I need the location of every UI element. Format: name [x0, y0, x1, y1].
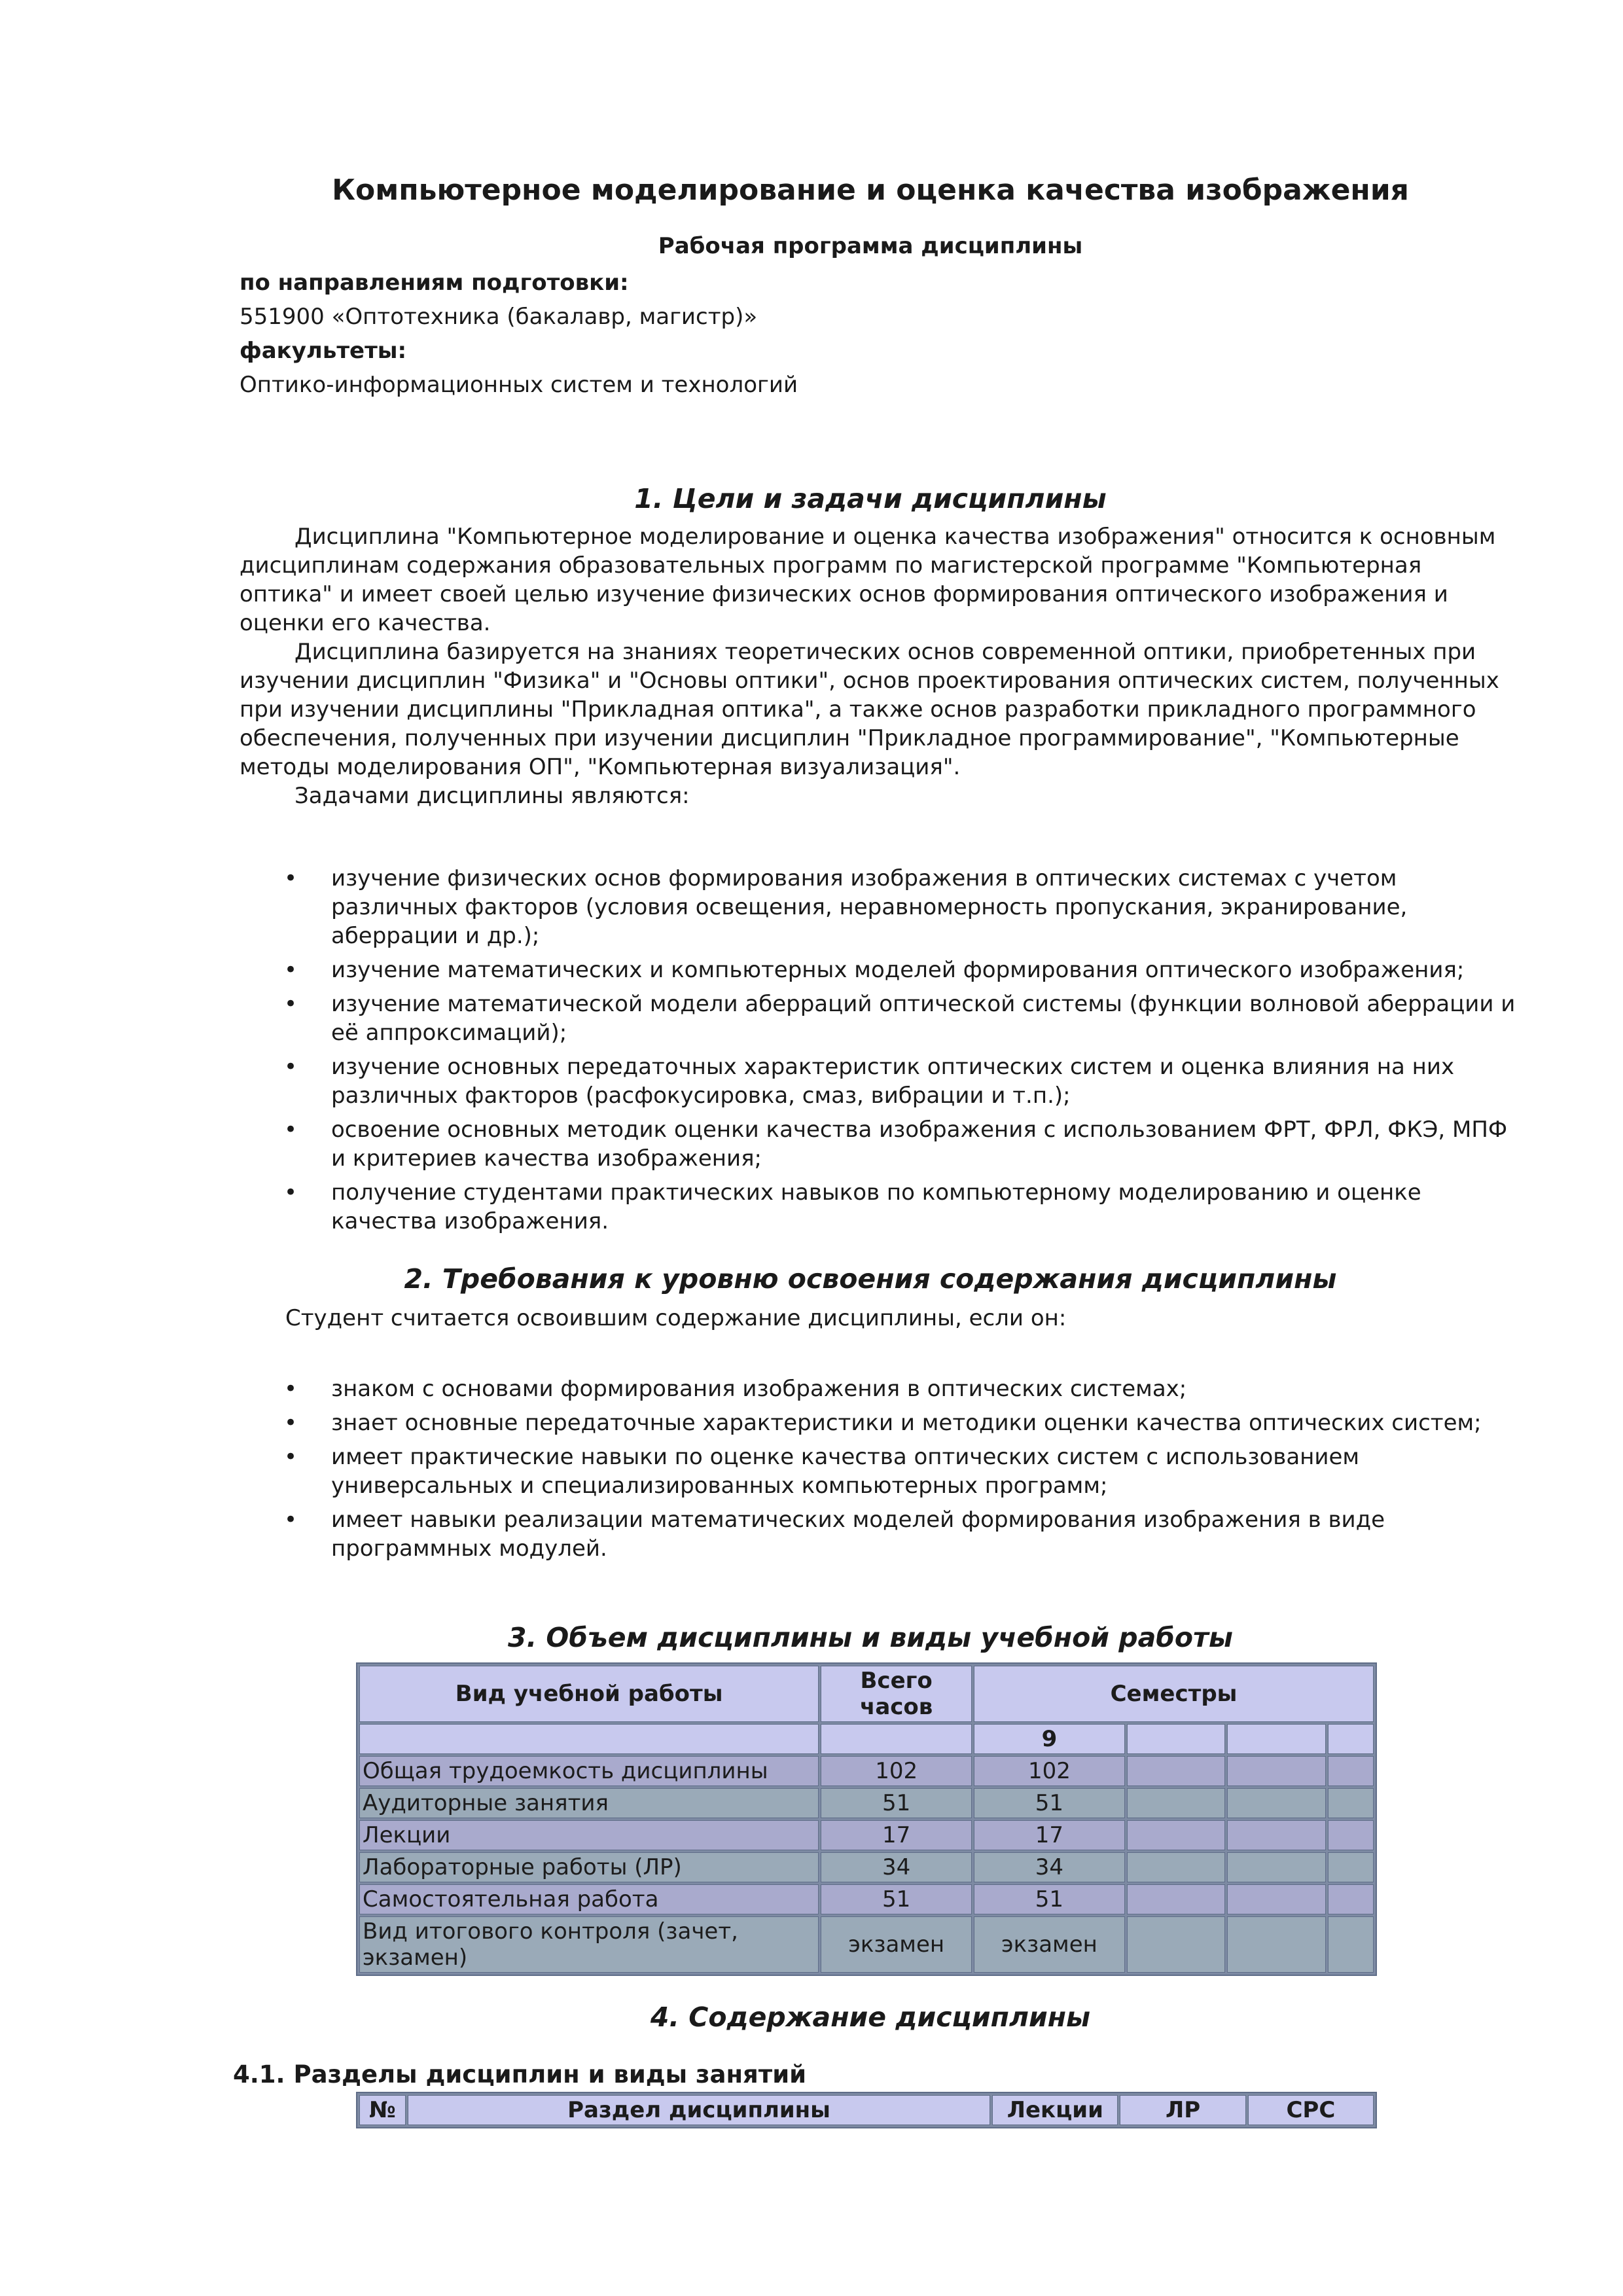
- section3-heading: 3. Объем дисциплины и виды учебной работы: [508, 1622, 1233, 1653]
- meta-block: [240, 266, 798, 402]
- column-header-num: №: [359, 2095, 406, 2125]
- section1-paragraph-1: Дисциплина "Компьютерное моделирование и оценка качества изображения" относится к основным дисциплинам содержания образовательных программ по магистерской программе "Компьютерная оптика" и имеет своей целью изучение физических основ формирования оптического изображения и оценки его качества.: [240, 524, 1496, 636]
- section1-text: [240, 522, 1516, 810]
- document-subtitle: Рабочая программа дисциплины: [658, 233, 1083, 259]
- bullet-icon: •: [284, 1507, 298, 1533]
- table-row: Общая трудоемкость дисциплины 102 102: [359, 1756, 1374, 1786]
- bullet-icon: •: [284, 1410, 298, 1436]
- section4-heading: 4. Содержание дисциплины: [650, 2001, 1091, 2033]
- table-row: Вид итогового контроля (зачет, экзамен) экзамен экзамен: [359, 1916, 1374, 1973]
- section1-heading: 1. Цели и задачи дисциплины: [634, 483, 1107, 514]
- list-item: • освоение основных методик оценки качества изображения с использованием ФРТ, ФРЛ, ФКЭ, МПФ и критериев качества изображения;: [284, 1117, 1508, 1172]
- section2-heading: 2. Требования к уровню освоения содержания дисциплины: [404, 1263, 1337, 1295]
- bullet-icon: •: [284, 991, 298, 1017]
- faculties-label: факультеты:: [240, 338, 407, 364]
- list-item: • изучение математической модели аберраций оптической системы (функции волновой аберрации и её аппроксимаций);: [284, 991, 1516, 1046]
- bullet-icon: •: [284, 1117, 298, 1143]
- table-row: Аудиторные занятия 51 51: [359, 1788, 1374, 1818]
- table-row: Лекции 17 17: [359, 1820, 1374, 1850]
- section2-intro: Студент считается освоившим содержание дисциплины, если он:: [285, 1305, 1067, 1331]
- table-row: Лабораторные работы (ЛР) 34 34: [359, 1852, 1374, 1882]
- table-subheader-row: [359, 1724, 1374, 1754]
- list-item: • изучение математических и компьютерных моделей формирования оптического изображения;: [284, 957, 1465, 983]
- bullet-icon: •: [284, 957, 298, 983]
- column-header-lab: ЛР: [1120, 2095, 1245, 2125]
- bullet-icon: •: [284, 1444, 298, 1470]
- column-header-total: Всего часов: [821, 1666, 972, 1722]
- list-item: • знаком с основами формирования изображения в оптических системах;: [284, 1376, 1187, 1402]
- direction-value: 551900 «Оптотехника (бакалавр, магистр)»: [240, 304, 758, 330]
- bullet-icon: •: [284, 1054, 298, 1080]
- bullet-icon: •: [284, 865, 298, 891]
- column-header-type: Вид учебной работы: [359, 1666, 819, 1722]
- list-item: • изучение физических основ формирования изображения в оптических системах с учетом различных факторов (условия освещения, неравномерность пропускания, экранирование, аберрации и др.);: [284, 865, 1408, 949]
- list-item: • знает основные передаточные характеристики и методики оценки качества оптических систем;: [284, 1410, 1482, 1436]
- section1-task-list: [240, 864, 1522, 1241]
- section4-subheading: 4.1. Разделы дисциплин и виды занятий: [233, 2060, 807, 2089]
- faculty-value: Оптико-информационных систем и технологий: [240, 372, 798, 398]
- list-item: • изучение основных передаточных характеристик оптических систем и оценка влияния на них различных факторов (расфокусировка, смаз, вибрации и т.п.);: [284, 1054, 1455, 1109]
- semester-number: 9: [974, 1724, 1125, 1754]
- table-header-row: [359, 1666, 1374, 1722]
- sections-table: [356, 2092, 1377, 2128]
- list-item: • имеет практические навыки по оценке качества оптических систем с использованием универсальных и специализированных компьютерных программ;: [284, 1444, 1360, 1499]
- table-row: Самостоятельная работа 51 51: [359, 1884, 1374, 1914]
- column-header-lectures: Лекции: [992, 2095, 1118, 2125]
- list-item: • имеет навыки реализации математических моделей формирования изображения в виде программных модулей.: [284, 1507, 1385, 1562]
- workload-table: [356, 1662, 1377, 1976]
- table-header-row: [359, 2095, 1374, 2125]
- document-title: Компьютерное моделирование и оценка качества изображения: [332, 173, 1409, 207]
- column-header-semesters: Семестры: [974, 1666, 1374, 1722]
- list-item: • получение студентами практических навыков по компьютерному моделированию и оценке качества изображения.: [284, 1179, 1421, 1234]
- bullet-icon: •: [284, 1179, 298, 1206]
- directions-label: по направлениям подготовки:: [240, 270, 629, 296]
- bullet-icon: •: [284, 1376, 298, 1402]
- column-header-srs: СРС: [1248, 2095, 1374, 2125]
- section1-paragraph-3: Задачами дисциплины являются:: [294, 783, 690, 809]
- column-header-section: Раздел дисциплины: [408, 2095, 990, 2125]
- section2-requirements-list: [240, 1374, 1522, 1568]
- section1-paragraph-2: Дисциплина базируется на знаниях теоретических основ современной оптики, приобретенных при изучении дисциплин "Физика" и "Основы оптики", основ проектирования оптических систем, полученных при изучении дисциплины "Прикладная оптика", а также основ разработки прикладного программного обеспечения, полученных при изучении дисциплин "Прикладное программирование", "Компьютерные методы моделирования ОП", "Компьютерная визуализация".: [240, 639, 1499, 780]
